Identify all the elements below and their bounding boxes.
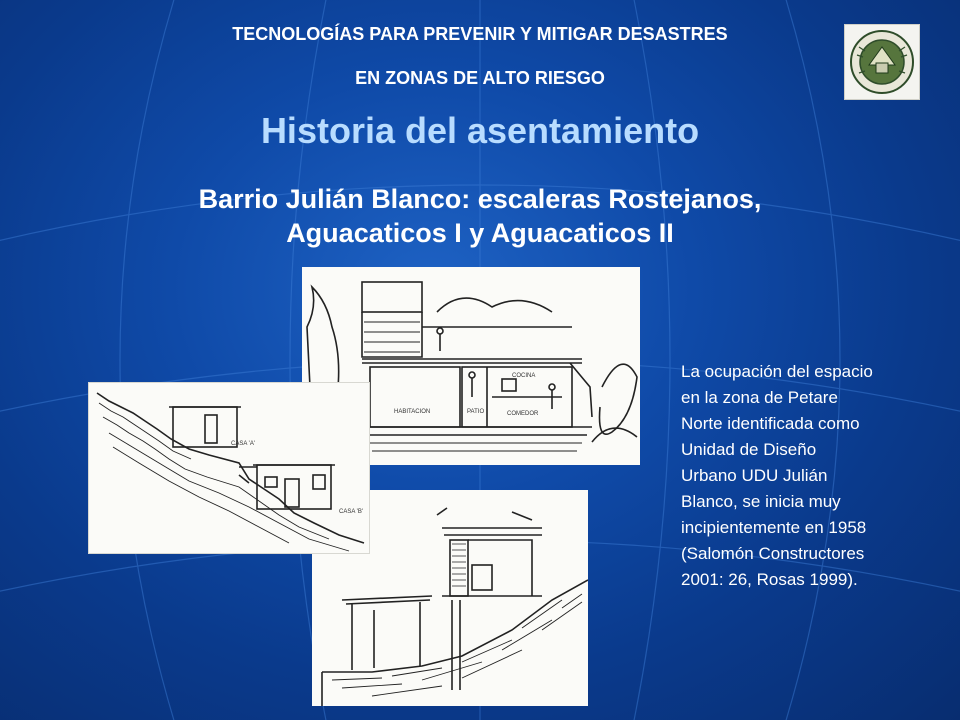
sketch-label-comedor: COMEDOR (507, 411, 539, 417)
subtitle-line-2: Aguacaticos I y Aguacaticos II (286, 218, 674, 248)
stepped-hillside-sketch-left (88, 382, 370, 554)
description-line: incipientemente en 1958 (681, 518, 867, 537)
header-line-2: EN ZONAS DE ALTO RIESGO (355, 68, 605, 88)
page-subtitle (80, 182, 880, 250)
description-line: La ocupación del espacio (681, 362, 873, 381)
description-line: en la zona de Petare (681, 388, 838, 407)
description-line: 2001: 26, Rosas 1999). (681, 570, 858, 589)
description-line: Norte identificada como (681, 414, 860, 433)
page-title: Historia del asentamiento (260, 110, 700, 151)
header-line-1: TECNOLOGÍAS PARA PREVENIR Y MITIGAR DESASTRES (232, 24, 728, 44)
description-line: (Salomón Constructores (681, 544, 865, 563)
university-seal-logo (844, 24, 920, 100)
sketch-label-cocina: COCINA (512, 373, 536, 379)
description-line: Urbano UDU Julián (681, 466, 828, 485)
sketch-label-habitacion: HABITACION (394, 409, 431, 415)
subtitle-line-1: Barrio Julián Blanco: escaleras Rostejanos, (198, 184, 762, 214)
sketch-label-casa-b: CASA 'B' (339, 509, 363, 515)
sketch-label-casa-a: CASA 'A' (231, 441, 255, 447)
sketch-label-patio: PATIO (467, 409, 485, 415)
description-line: Unidad de Diseño (681, 440, 817, 459)
description-line: Blanco, se inicia muy (681, 492, 841, 511)
description-paragraph (681, 359, 931, 593)
